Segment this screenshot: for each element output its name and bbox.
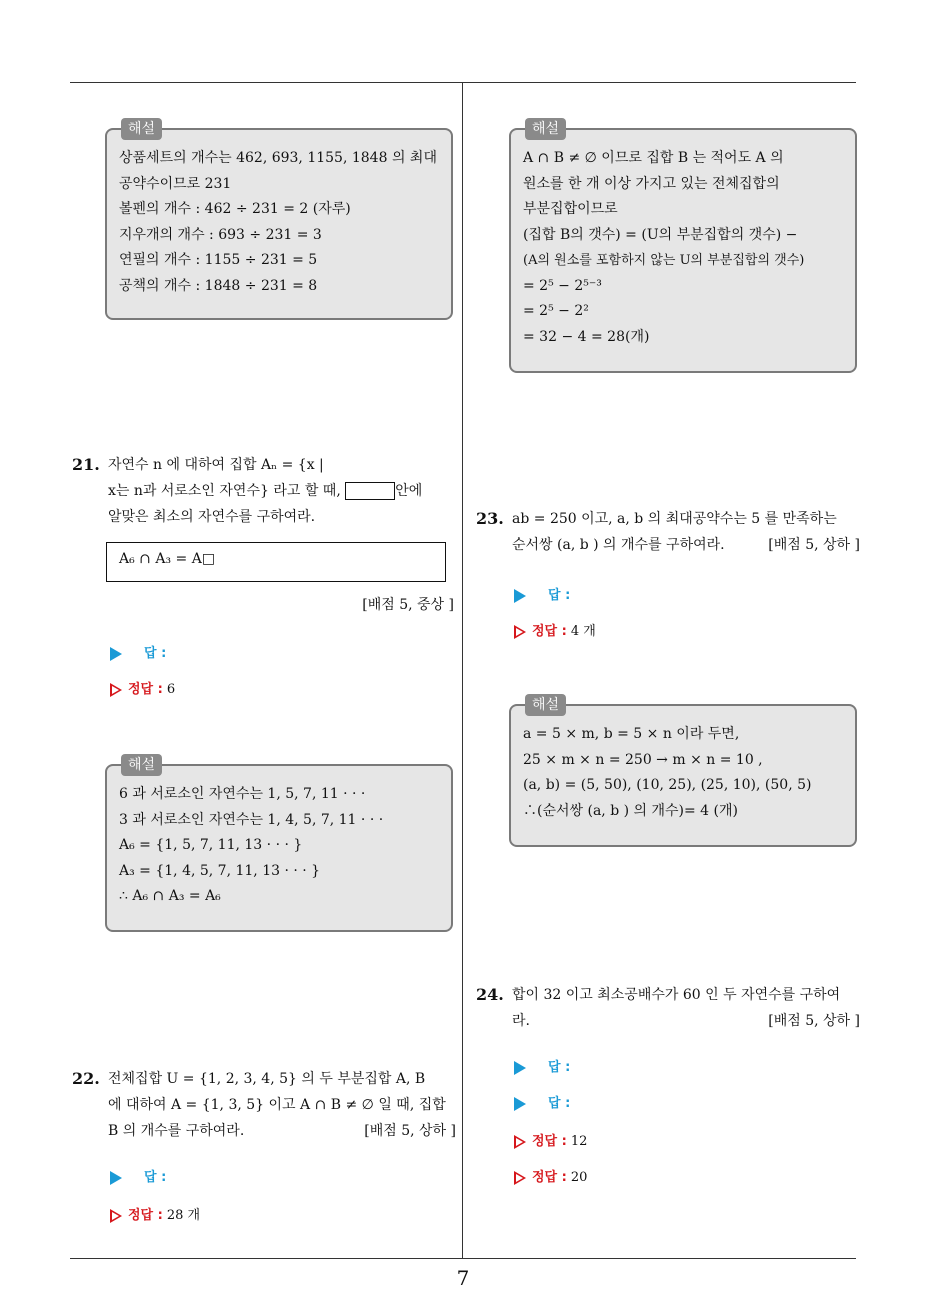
correct-value: 20 bbox=[570, 1170, 588, 1185]
question-21 bbox=[72, 452, 456, 530]
question-text-line2 bbox=[512, 532, 860, 558]
answer-row bbox=[110, 642, 166, 661]
solution-line: ∴ A₆ ∩ A₃ = A₆ bbox=[119, 888, 221, 904]
hollow-triangle-icon bbox=[514, 1135, 526, 1149]
question-text-line2 bbox=[512, 1008, 860, 1034]
column-divider bbox=[462, 82, 463, 1258]
solution-tag: 해설 bbox=[525, 118, 566, 140]
question-text: 라. bbox=[512, 1013, 530, 1029]
solution-box-21 bbox=[105, 757, 453, 932]
correct-label: 정답 : bbox=[128, 1208, 163, 1223]
top-rule bbox=[70, 82, 856, 83]
answer-label: 답 : bbox=[144, 646, 167, 661]
solution-box-22 bbox=[509, 121, 857, 373]
answer-row bbox=[514, 1092, 570, 1111]
answer-row bbox=[514, 1056, 570, 1075]
solution-tag: 해설 bbox=[121, 754, 162, 776]
solution-line: 공약수이므로 231 bbox=[119, 175, 232, 192]
solution-line: = 2⁵ − 2² bbox=[523, 303, 589, 319]
question-text: B 의 개수를 구하여라. bbox=[108, 1123, 245, 1139]
correct-answer-row bbox=[110, 678, 175, 697]
hollow-triangle-icon bbox=[514, 1171, 526, 1185]
hollow-triangle-icon bbox=[514, 625, 526, 639]
points-text: [배점 5, 중상 ] bbox=[362, 597, 454, 613]
solution-line: 지우개의 개수 : 693 ÷ 231 = 3 bbox=[119, 226, 322, 243]
question-text: x는 n과 서로소인 자연수} 라고 할 때, bbox=[108, 483, 341, 499]
question-text: 합이 32 이고 최소공배수가 60 인 두 자연수를 구하여 bbox=[512, 987, 841, 1003]
hollow-triangle-icon bbox=[110, 1209, 122, 1223]
solution-line: 6 과 서로소인 자연수는 1, 5, 7, 11 · · · bbox=[119, 786, 366, 802]
solution-line: 연필의 개수 : 1155 ÷ 231 = 5 bbox=[119, 252, 318, 268]
solution-line: A ∩ B ≠ ∅ 이므로 집합 B 는 적어도 A 의 bbox=[523, 150, 784, 166]
correct-label: 정답 : bbox=[532, 1170, 567, 1185]
question-number: 24. bbox=[476, 985, 504, 1004]
question-24 bbox=[476, 982, 860, 1034]
question-text: 안에 bbox=[395, 483, 423, 499]
question-number: 23. bbox=[476, 509, 504, 528]
triangle-icon bbox=[514, 589, 526, 603]
blank-box bbox=[345, 482, 395, 500]
points-label bbox=[106, 592, 454, 618]
solution-line: ∴(순서쌍 (a, b ) 의 개수)= 4 (개) bbox=[523, 802, 738, 819]
solution-box-20 bbox=[105, 121, 453, 320]
solution-line: (집합 B의 갯수) = (U의 부분집합의 갯수) − bbox=[523, 226, 798, 243]
question-text-line3 bbox=[108, 1118, 456, 1144]
solution-line: a = 5 × m, b = 5 × n 이라 두면, bbox=[523, 726, 740, 742]
solution-line: 부분집합이므로 bbox=[523, 201, 618, 217]
correct-answer-row bbox=[514, 1130, 587, 1149]
solution-line: 공책의 개수 : 1848 ÷ 231 = 8 bbox=[119, 277, 318, 294]
solution-line: = 32 − 4 = 28(개) bbox=[523, 328, 650, 345]
solution-line: A₃ = {1, 4, 5, 7, 11, 13 · · · } bbox=[119, 862, 321, 879]
correct-value: 12 bbox=[570, 1134, 588, 1149]
question-number: 21. bbox=[72, 455, 100, 474]
correct-value: 4 개 bbox=[570, 624, 596, 639]
answer-row bbox=[514, 584, 570, 603]
question-text: 에 대하여 A = {1, 3, 5} 이고 A ∩ B ≠ ∅ 일 때, 집합 bbox=[108, 1097, 446, 1113]
solution-line: 볼펜의 개수 : 462 ÷ 231 = 2 (자루) bbox=[119, 201, 351, 217]
answer-label: 답 : bbox=[548, 1096, 571, 1111]
solution-tag: 해설 bbox=[121, 118, 162, 140]
question-text: 순서쌍 (a, b ) 의 개수를 구하여라. bbox=[512, 537, 725, 553]
correct-answer-row bbox=[110, 1204, 200, 1223]
solution-line: = 2⁵ − 2⁵⁻³ bbox=[523, 277, 602, 294]
triangle-icon bbox=[110, 1171, 122, 1185]
condition-box bbox=[106, 542, 446, 582]
solution-line: (A의 원소를 포함하지 않는 U의 부분집합의 갯수) bbox=[523, 253, 805, 268]
question-text: 전체집합 U = {1, 2, 3, 4, 5} 의 두 부분집합 A, B bbox=[108, 1071, 426, 1087]
question-text: 알맞은 최소의 자연수를 구하여라. bbox=[108, 509, 316, 525]
correct-label: 정답 : bbox=[128, 682, 163, 697]
points-text: [배점 5, 상하 ] bbox=[768, 537, 860, 553]
condition-text: A₆ ∩ A₃ = A□ bbox=[119, 551, 216, 567]
points-text: [배점 5, 상하 ] bbox=[364, 1123, 456, 1139]
solution-line: 상품세트의 개수는 462, 693, 1155, 1848 의 최대 bbox=[119, 150, 437, 166]
solution-tag: 해설 bbox=[525, 694, 566, 716]
hollow-triangle-icon bbox=[110, 683, 122, 697]
correct-label: 정답 : bbox=[532, 624, 567, 639]
question-22 bbox=[72, 1066, 456, 1144]
answer-row bbox=[110, 1166, 166, 1185]
correct-answer-row bbox=[514, 1166, 587, 1185]
solution-line: 3 과 서로소인 자연수는 1, 4, 5, 7, 11 · · · bbox=[119, 811, 384, 828]
correct-value: 6 bbox=[166, 682, 176, 697]
question-text-line2 bbox=[108, 478, 456, 504]
answer-label: 답 : bbox=[548, 588, 571, 603]
triangle-icon bbox=[110, 647, 122, 661]
question-number: 22. bbox=[72, 1069, 100, 1088]
correct-label: 정답 : bbox=[532, 1134, 567, 1149]
bottom-rule bbox=[70, 1258, 856, 1259]
question-text: 자연수 n 에 대하여 집합 Aₙ = {x | bbox=[108, 457, 324, 473]
solution-box-23 bbox=[509, 697, 857, 847]
answer-label: 답 : bbox=[548, 1060, 571, 1075]
points-text: [배점 5, 상하 ] bbox=[768, 1013, 860, 1029]
triangle-icon bbox=[514, 1061, 526, 1075]
solution-line: 원소를 한 개 이상 가지고 있는 전체집합의 bbox=[523, 175, 780, 192]
question-23 bbox=[476, 506, 860, 558]
correct-value: 28 개 bbox=[166, 1208, 201, 1223]
answer-label: 답 : bbox=[144, 1170, 167, 1185]
question-text: ab = 250 이고, a, b 의 최대공약수는 5 를 만족하는 bbox=[512, 511, 837, 527]
solution-line: (a, b) = (5, 50), (10, 25), (25, 10), (50, 5) bbox=[523, 777, 812, 793]
correct-answer-row bbox=[514, 620, 596, 639]
triangle-icon bbox=[514, 1097, 526, 1111]
page-number: 7 bbox=[456, 1266, 470, 1290]
solution-line: A₆ = {1, 5, 7, 11, 13 · · · } bbox=[119, 837, 303, 853]
solution-line: 25 × m × n = 250 → m × n = 10 , bbox=[523, 751, 763, 768]
